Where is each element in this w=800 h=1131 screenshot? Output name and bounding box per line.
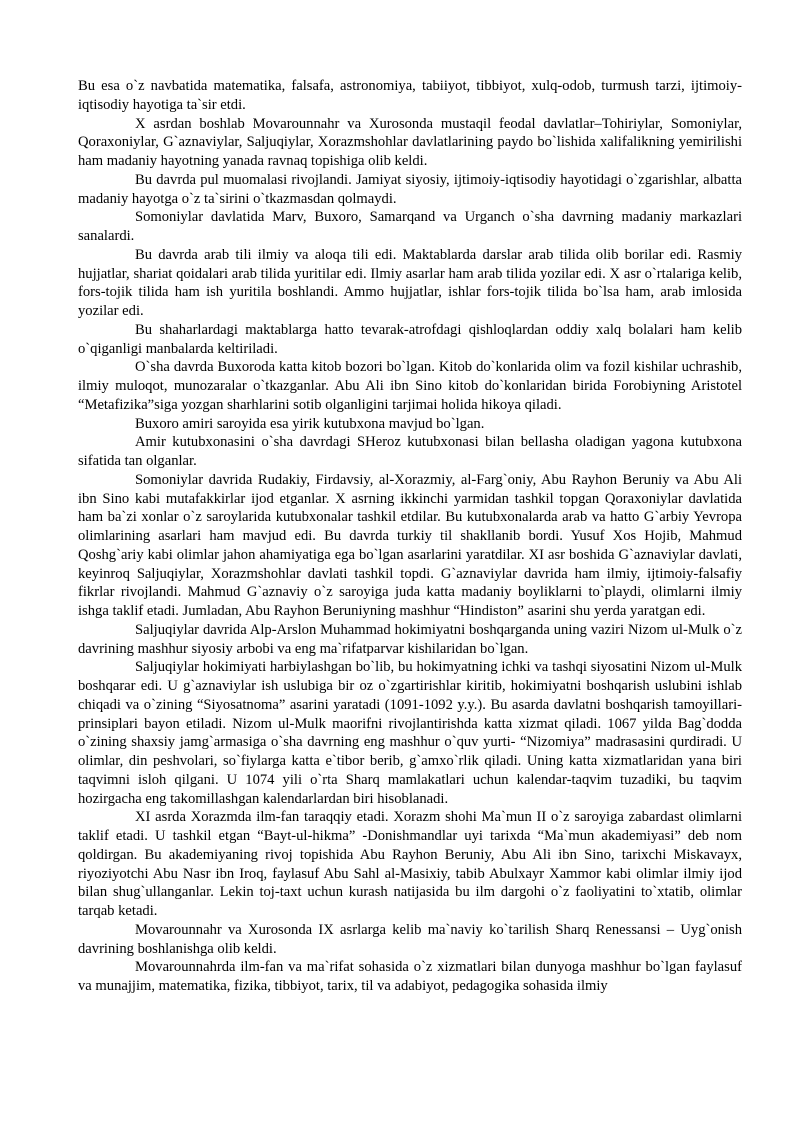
paragraph-1: Bu esa o`z navbatida matematika, falsafa, astronomiya, tabiiyot, tibbiyot, xulq-odob, turmush tarzi, ijtimoiy-iqtisodiy hayotiga ta`sir etdi. [78, 78, 742, 113]
paragraph-12: Saljuqiylar hokimiyati harbiylashgan bo`lib, bu hokimyatning ichki va tashqi siyosatini Nizom ul-Mulk boshqarar edi. U g`aznaviylar ish uslubiga bir oz o`zgartirishlar kiritib, hokimiyatni boshqarish uslubini ishlab chiqadi va o`zining “Siyosatnoma” asarini yaratadi (1091-1092 y.y.). Bu asarda davlatni boshqarish tamoyillari-prinsiplari bayon etiladi. Nizom ul-Mulk maorifni rivojlantirishda katta xizmat qiladi. 1067 yilda Bag`dodda o`zining shaxsiy jamg`armasiga o`sha davrning eng mashhur o`quv yurti- “Nizomiya” madrasasini qurdiradi. U olimlar, din peshvolari, so`fiylarga katta e`tibor berib, g`amxo`rlik qiladi. Uning katta xizmatlaridan yana biri taqvimni isloh qilgani. U 1074 yili o`rta Sharq mamlakatlari uchun kalendar-taqvim tuzadiki, bu taqvim hozirgacha eng takomillashgan kalendarlardan biri hisoblanadi. [78, 659, 742, 807]
paragraph-14: Movarounnahr va Xurosonda IX asrlarga kelib ma`naviy ko`tarilish Sharq Renessansi – Uyg`onish davrining boshlanishga olib keldi. [78, 921, 742, 957]
paragraph-15: Movarounnahrda ilm-fan va ma`rifat sohasida o`z xizmatlari bilan dunyoga mashhur bo`lgan faylasuf va munajjim, matematika, fizika, tibbiyot, tarix, til va adabiyot, pedagogika sohasida ilmiy [78, 959, 742, 994]
paragraph-2: X asrdan boshlab Movarounnahr va Xurosonda mustaqil feodal davlatlar–Tohiriylar, Somoniylar, Qoraxoniylar, G`aznaviylar, Saljuqiylar, Xorazmshohlar davlatlarining paydo bo`lishida xalifalikning yemirilishi ham madaniy hayotning yanada ravnaq topishiga olib keldi. [78, 115, 742, 169]
paragraph-7: O`sha davrda Buxoroda katta kitob bozori bo`lgan. Kitob do`konlarida olim va fozil kishilar uchrashib, ilmiy muloqot, munozaralar o`tkazganlar. Abu Ali ibn Sino kitob do`konlaridan birida Forobiyning Aristotel “Metafizika”siga yozgan sharhlarini sotib olganligini tarjimai holida hikoya qiladi. [78, 359, 742, 413]
paragraph-6: Bu shaharlardagi maktablarga hatto tevarak-atrofdagi qishloqlardan oddiy xalq bolalari ham kelib o`qiganligi manbalarda keltiriladi. [78, 321, 742, 357]
paragraph-5: Bu davrda arab tili ilmiy va aloqa tili edi. Maktablarda darslar arab tilida olib borilar edi. Rasmiy hujjatlar, shariat qoidalari arab tilida yuritilar edi. Ilmiy asarlar ham arab tilida yozilar edi. X asr o`rtalariga kelib, fors-tojik tilida ham ish yuritila boshlandi. Ammo hujjatlar, ishlar fors-tojik tilida bo`lsa ham, arab imlosida yozilar edi. [78, 246, 742, 319]
paragraph-8: Buxoro amiri saroyida esa yirik kutubxona mavjud bo`lgan. [135, 415, 485, 432]
paragraph-11: Saljuqiylar davrida Alp-Arslon Muhammad hokimiyatni boshqarganda uning vaziri Nizom ul-Mulk o`z davrining mashhur siyosiy arbobi va eng ma`rifatparvar kishilaridan bo`lgan. [78, 621, 742, 657]
paragraph-9: Amir kutubxonasini o`sha davrdagi SHeroz kutubxonasi bilan bellasha oladigan yagona kutubxona sifatida tan olganlar. [78, 434, 742, 469]
paragraph-13: XI asrda Xorazmda ilm-fan taraqqiy etadi. Xorazm shohi Ma`mun II o`z saroyiga zabardast olimlarni taklif etadi. U tashkil etgan “Bayt-ul-hikma” -Donishmandlar uyi tarixda “Ma`mun akademiyasi” deb nom qoldirgan. Bu akademiyaning rivoj topishida Abu Rayhon Beruniy, Abu Ali ibn Sino, tarixchi Miskavayx, riyoziyotchi Abu Nasr ibn Iroq, faylasuf Abu Sahl al-Masixiy, tabib Abulxayr Xammor kabi olimlar ilmiy ijod bilan shug`ullanganlar. Lekin toj-taxt uchun kurash natijasida bu ilm dargohi o`z faoliyatini to`xtatib, olimlar tarqab ketadi. [78, 809, 742, 919]
paragraph-3: Bu davrda pul muomalasi rivojlandi. Jamiyat siyosiy, ijtimoiy-iqtisodiy hayotidagi o`zgarishlar, albatta madaniy hayotga o`z ta`sirini o`tkazmasdan qolmaydi. [78, 171, 742, 207]
document-page [78, 77, 742, 996]
paragraph-10: Somoniylar davrida Rudakiy, Firdavsiy, al-Xorazmiy, al-Farg`oniy, Abu Rayhon Beruniy va Abu Ali ibn Sino kabi mutafakkirlar ijod etganlar. X asrning ikkinchi yarmidan tashkil topgan Qoraxoniylar davlatida ham ba`zi xonlar o`z saroylarida kutubxonalar tashkil etdilar. Bu kutubxonalarda arab va hatto G`arbiy Yevropa olimlarining asarlari ham mavjud edi. Bu davrda turkiy til shakllanib bordi. Yusuf Xos Hojib, Mahmud Qoshg`ariy kabi olimlar jahon ahamiyatiga ega bo`lgan asarlarini yaratdilar. XI asr boshida G`aznaviylar davlati, keyinroq Saljuqiylar, Xorazmshohlar davlati tashkil topdi. G`aznaviylar davrida ham ilmiy, ijtimoiy-falsafiy fikrlar rivojlandi. Mahmud G`aznaviy o`z saroyiga juda katta madaniy boyliklarni to`playdi, olimlarni ilmiy ishga taklif etadi. Jumladan, Abu Rayhon Beruniyning mashhur “Hindiston” asarini shu yerda yaratgan edi. [78, 471, 742, 619]
paragraph-4: Somoniylar davlatida Marv, Buxoro, Samarqand va Urganch o`sha davrning madaniy markazlari sanalardi. [78, 209, 742, 244]
